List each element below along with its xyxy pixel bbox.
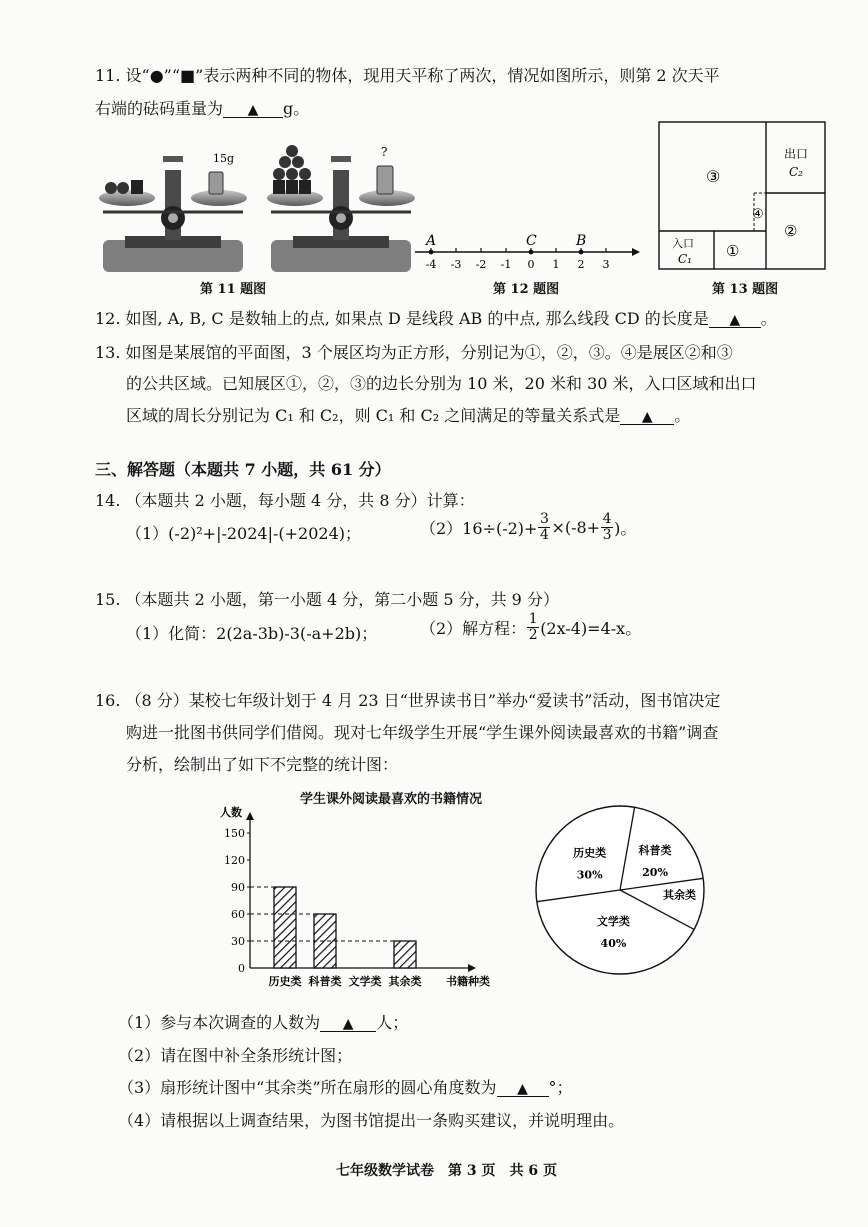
pie-value-label: 40% [600,937,627,951]
answer-blank-q13[interactable]: ▲ [620,408,674,425]
q12-end: 。 [760,309,777,328]
point-C-label: C [526,233,537,249]
q16-sub3-post: °； [548,1078,573,1097]
floor-plan [656,120,828,272]
q11-line2 [95,101,309,118]
fraction-3-4 [538,512,550,542]
point-B-label: B [576,233,587,249]
y-tick-label: 0 [238,962,245,975]
pie-chart [530,800,710,980]
answer-blank-q11[interactable]: ▲ [223,101,283,118]
answer-blank-q16-3[interactable]: ▲ [497,1080,549,1097]
y-axis-arrow [246,812,254,820]
q16-sub2: （2）请在图中补全条形统计图； [118,1046,353,1065]
y-tick-label: 120 [224,854,245,867]
number-line-tick-label: -1 [500,258,512,271]
weight-label-2: ? [381,145,388,159]
number-line-tick-label: -4 [425,258,437,271]
q13-line2: 的公共区域。已知展区①，②，③的边长分别为 10 米，20 米和 30 米，入口区域和出口 [126,374,757,393]
frac-num: 3 [539,511,549,527]
q16-sub1 [118,1015,408,1032]
y-tick-label: 30 [231,935,245,948]
number-line-tick-label: 1 [552,258,560,271]
pie-value-label: 30% [576,868,603,882]
q16-sub3-pre: （3）扇形统计图中“其余类”所在扇形的圆心角度数为 [118,1078,497,1097]
q12-text [95,311,777,328]
q16-line3: 分析，绘制出了如下不完整的统计图： [126,755,399,774]
q13-line3-pre: 区域的周长分别记为 C₁ 和 C₂，则 C₁ 和 C₂ 之间满足的等量关系式是 [126,406,621,425]
answer-blank-q12[interactable]: ▲ [709,311,761,328]
x-tick-label: 文学类 [348,975,382,988]
region-2-label: ② [784,222,798,240]
q15-p2-post: (2x-4)=4-x。 [540,618,642,638]
q11-line2-pre: 右端的砝码重量为 [95,99,224,118]
section-heading: 三、解答题（本题共 7 小题，共 61 分） [95,460,391,479]
balance-figures [95,140,425,280]
fraction-1-2 [527,612,539,642]
q16-sub4: （4）请根据以上调查结果，为图书馆提出一条购买建议，并说明理由。 [118,1111,625,1130]
region-4-label: ④ [752,207,764,222]
y-axis-label: 人数 [220,806,242,819]
q11-line1: 11. 设“●”“■”表示两种不同的物体，现用天平称了两次，情况如图所示，则第 2 次天平 [95,66,720,85]
q13-line3-post: 。 [674,406,691,425]
frac-num: 1 [528,611,538,627]
pie-label: 文学类 [596,915,630,929]
balance-1 [99,152,247,272]
x-axis-arrow [468,964,476,972]
x-tick-label: 历史类 [268,975,302,988]
weight-label-1: 15g [213,152,235,165]
q16-line2: 购进一批图书供同学们借阅。现对七年级学生开展“学生课外阅读最喜欢的书籍”调查 [126,723,719,742]
entrance-label: 入口 [672,237,694,250]
c1-label: C₁ [678,252,692,266]
y-tick-label: 60 [231,908,245,921]
caption-q11: 第 11 题图 [200,282,267,297]
q14-head: 14. （本题共 2 小题，每小题 4 分，共 8 分）计算： [95,491,475,510]
q14-p2-mid: ×(-8+ [551,517,601,537]
caption-q13: 第 13 题图 [712,282,779,297]
number-line-tick-label: 3 [602,258,610,271]
pie-label: 科普类 [638,844,672,858]
q16-sub1-pre: （1）参与本次调查的人数为 [118,1013,321,1032]
number-line-tick-label: -2 [475,258,487,271]
region-3-label: ③ [706,167,721,186]
q15-head: 15. （本题共 2 小题，第一小题 4 分，第二小题 5 分，共 9 分） [95,590,559,609]
q16-sub1-post: 人； [376,1013,409,1032]
q16-sub3 [118,1080,573,1097]
q11-line2-post: g。 [283,99,310,118]
q13-line3 [126,408,690,425]
number-line-tick-label: 2 [577,258,585,271]
frac-den: 3 [602,526,612,543]
q14-p2-post: )。 [614,518,637,538]
x-tick-label: 科普类 [308,975,342,988]
page-footer: 七年级数学试卷 第 3 页 共 6 页 [336,1163,557,1179]
number-line-tick-label: 0 [527,258,535,271]
frac-den: 2 [528,626,538,643]
balance-2 [267,145,415,272]
x-tick-label: 其余类 [388,975,422,988]
y-tick-label: 150 [224,827,245,840]
bar-科普类 [314,914,336,968]
fraction-4-3 [601,512,613,542]
pie-label: 其余类 [663,888,697,902]
pie-label: 历史类 [573,846,607,860]
number-line [410,228,640,272]
point-A-label: A [426,233,437,249]
answer-blank-q16-1[interactable]: ▲ [320,1015,376,1032]
bar-chart [210,800,500,995]
q13-line1: 13. 如图是某展馆的平面图，3 个展区均为正方形，分别记为①，②，③。④是展区②和③ [95,343,733,362]
q15-p2-pre: （2）解方程： [420,618,527,638]
frac-den: 4 [539,526,549,543]
c2-label: C₂ [789,165,803,179]
q15-part2 [420,612,641,642]
bar-其余类 [394,941,416,968]
q14-p2-pre: （2）16÷(-2)+ [420,518,538,538]
chart-title: 学生课外阅读最喜欢的书籍情况 [300,792,483,807]
caption-q12: 第 12 题图 [493,282,560,297]
q16-line1: 16. （8 分）某校七年级计划于 4 月 23 日“世界读书日”举办“爱读书”活动，图书馆决定 [95,691,721,710]
q14-part1: （1）(-2)²+|-2024|-(+2024)； [126,524,361,543]
y-tick-label: 90 [231,881,245,894]
x-axis-label: 书籍种类 [446,975,490,988]
number-line-tick-label: -3 [450,258,462,271]
q15-part1: （1）化简：2(2a-3b)-3(-a+2b)； [126,624,378,643]
bar-历史类 [274,887,296,968]
region-1-label: ① [726,242,740,260]
frac-num: 4 [602,511,612,527]
pie-value-label: 20% [642,866,668,880]
q14-part2 [420,512,636,542]
exit-label: 出口 [784,147,809,161]
q12-body: 12. 如图, A, B, C 是数轴上的点, 如果点 D 是线段 AB 的中点, 那么线段 CD 的长度是 [95,309,709,328]
